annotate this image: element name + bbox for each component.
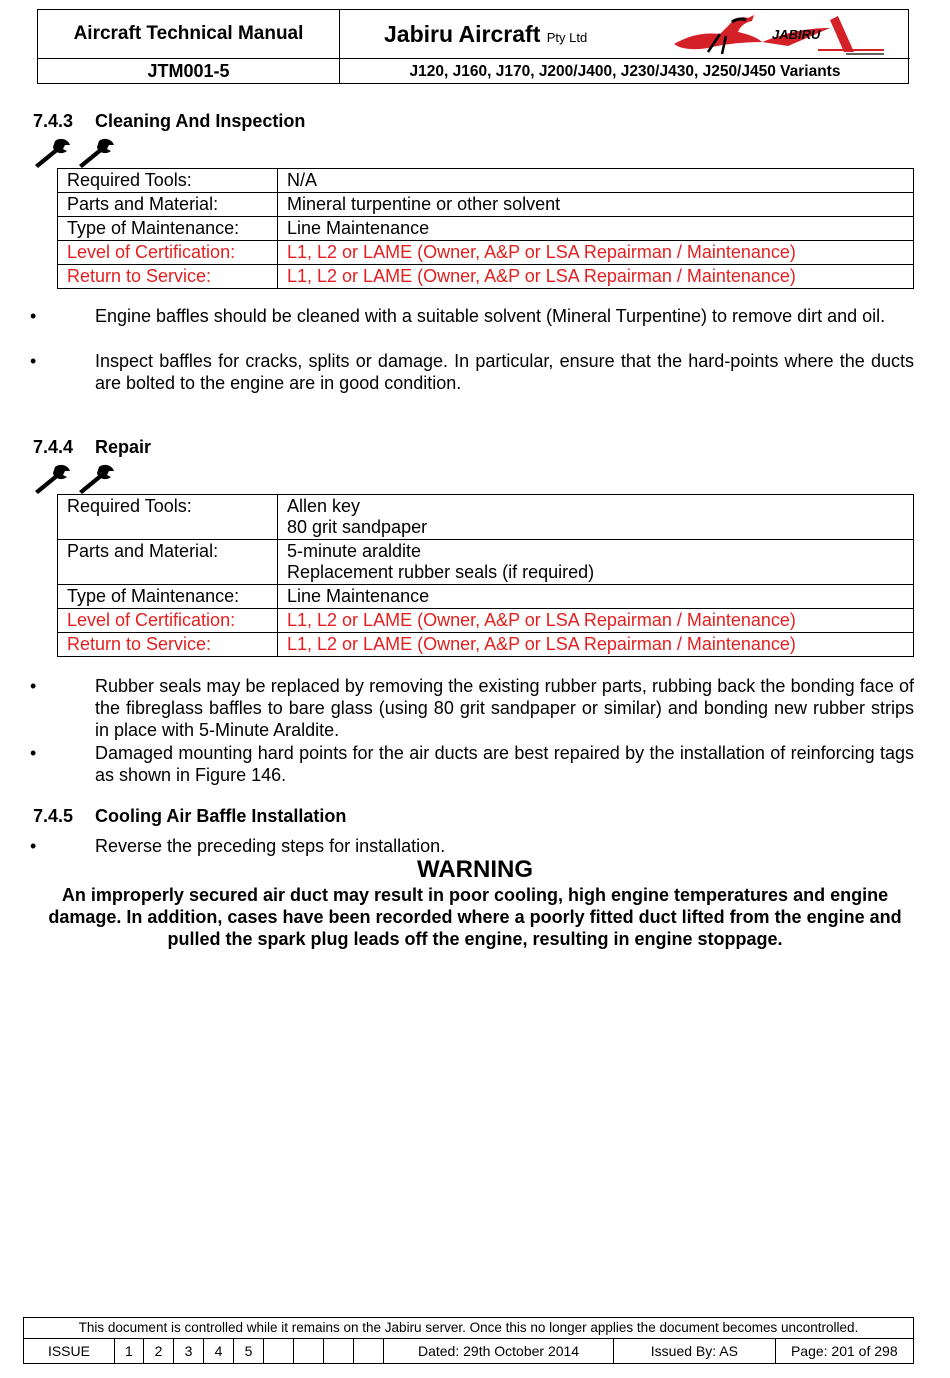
table-key: Return to Service: — [58, 265, 278, 289]
table-row — [58, 495, 914, 540]
section-title: Cooling Air Baffle Installation — [95, 806, 347, 826]
company-cell — [340, 10, 910, 59]
bullet-icon: • — [30, 743, 37, 763]
list-item: • Inspect baffles for cracks, splits or damage. In particular, ensure that the hard-points where the ducts are bolted to the engine are in good condition. — [30, 351, 914, 393]
table-key: Parts and Material: — [58, 540, 278, 585]
issue-cell: 2 — [144, 1339, 174, 1363]
issue-label: ISSUE — [24, 1339, 115, 1363]
manual-title: Aircraft Technical Manual — [38, 10, 340, 59]
section-number: 7.4.3 — [33, 111, 74, 131]
issue-cell: 4 — [204, 1339, 234, 1363]
section-title: Repair — [95, 437, 152, 457]
page-number: Page: 201 of 298 — [790, 1343, 898, 1359]
table-value: L1, L2 or LAME (Owner, A&P or LSA Repairman / Maintenance) — [278, 633, 914, 657]
section-744-requirements-table — [57, 494, 914, 657]
table-key: Type of Maintenance: — [58, 217, 278, 241]
issue-cell — [324, 1339, 354, 1363]
list-item: • Engine baffles should be cleaned with a suitable solvent (Mineral Turpentine) to remove dirt and oil. — [30, 306, 886, 326]
warning-body: An improperly secured air duct may result in poor cooling, high engine temperatures and engine damage. In addition, cases have been recorded where a poorly fitted duct lifted from the engine and pulled the spark plug leads off the engine, resulting in engine stoppage. — [48, 885, 902, 949]
section-number: 7.4.5 — [33, 806, 74, 826]
table-value: L1, L2 or LAME (Owner, A&P or LSA Repairman / Maintenance) — [278, 265, 914, 289]
table-value: L1, L2 or LAME (Owner, A&P or LSA Repairman / Maintenance) — [278, 609, 914, 633]
warning-title: WARNING — [417, 856, 533, 883]
table-value: Line Maintenance — [278, 585, 914, 609]
table-key: Level of Certification: — [58, 609, 278, 633]
issued-by: Issued By: AS — [614, 1339, 776, 1363]
document-footer — [23, 1317, 914, 1364]
table-row — [58, 169, 914, 193]
doc-number: JTM001-5 — [38, 59, 340, 84]
table-key: Return to Service: — [58, 633, 278, 657]
table-value: 5-minute araldite Replacement rubber seals (if required) — [278, 540, 914, 585]
logo-text: JABIRU — [772, 27, 821, 42]
table-key: Required Tools: — [58, 495, 278, 540]
control-note: This document is controlled while it remains on the Jabiru server. Once this no longer applies the document becomes uncontrolled. — [24, 1318, 913, 1339]
document-header — [37, 9, 909, 84]
aircraft-variants: J120, J160, J170, J200/J400, J230/J430, J250/J450 Variants — [409, 62, 841, 80]
list-item: • Damaged mounting hard points for the air ducts are best repaired by the installation of reinforcing tags as shown in Figure 146. — [30, 743, 914, 785]
table-row — [58, 241, 914, 265]
section-744-heading — [33, 437, 151, 458]
issue-cell — [294, 1339, 324, 1363]
table-key: Required Tools: — [58, 169, 278, 193]
issue-cell: 5 — [234, 1339, 264, 1363]
jabiru-bird-logo-icon — [668, 12, 886, 56]
table-row — [58, 193, 914, 217]
table-value: Allen key 80 grit sandpaper — [278, 495, 914, 540]
table-key: Parts and Material: — [58, 193, 278, 217]
bullet-icon: • — [30, 836, 37, 856]
table-row — [58, 217, 914, 241]
table-row — [58, 609, 914, 633]
table-row — [58, 265, 914, 289]
company-name: Jabiru Aircraft Pty Ltd — [384, 21, 588, 47]
table-value: Mineral turpentine or other solvent — [278, 193, 914, 217]
section-title: Cleaning And Inspection — [95, 111, 306, 131]
section-745-heading — [33, 806, 346, 827]
table-value: Line Maintenance — [278, 217, 914, 241]
table-value: N/A — [278, 169, 914, 193]
table-row — [58, 585, 914, 609]
issue-cell: 1 — [115, 1339, 144, 1363]
table-key: Level of Certification: — [58, 241, 278, 265]
issue-row — [24, 1339, 913, 1363]
section-743-requirements-table — [57, 168, 914, 289]
table-key: Type of Maintenance: — [58, 585, 278, 609]
bullet-icon: • — [30, 351, 37, 371]
section-743-heading — [33, 111, 305, 132]
list-item: • Rubber seals may be replaced by removing the existing rubber parts, rubbing back the bonding face of the fibreglass baffles to bare glass (using 80 grit sandpaper or similar) and bonding new rubber strips in place with 5-Minute Araldite. — [30, 676, 914, 740]
wrench-pair-icon — [32, 463, 116, 495]
dated: Dated: 29th October 2014 — [384, 1339, 614, 1363]
table-row — [58, 540, 914, 585]
issue-cell — [264, 1339, 294, 1363]
bullet-icon: • — [30, 306, 37, 326]
table-row — [58, 633, 914, 657]
table-value: L1, L2 or LAME (Owner, A&P or LSA Repairman / Maintenance) — [278, 241, 914, 265]
company-suffix: Pty Ltd — [546, 30, 588, 45]
bullet-icon: • — [30, 676, 37, 696]
section-number: 7.4.4 — [33, 437, 74, 457]
wrench-pair-icon — [32, 137, 116, 169]
issue-cell — [354, 1339, 384, 1363]
list-item: • Reverse the preceding steps for installation. — [30, 836, 446, 856]
issue-cell: 3 — [174, 1339, 204, 1363]
